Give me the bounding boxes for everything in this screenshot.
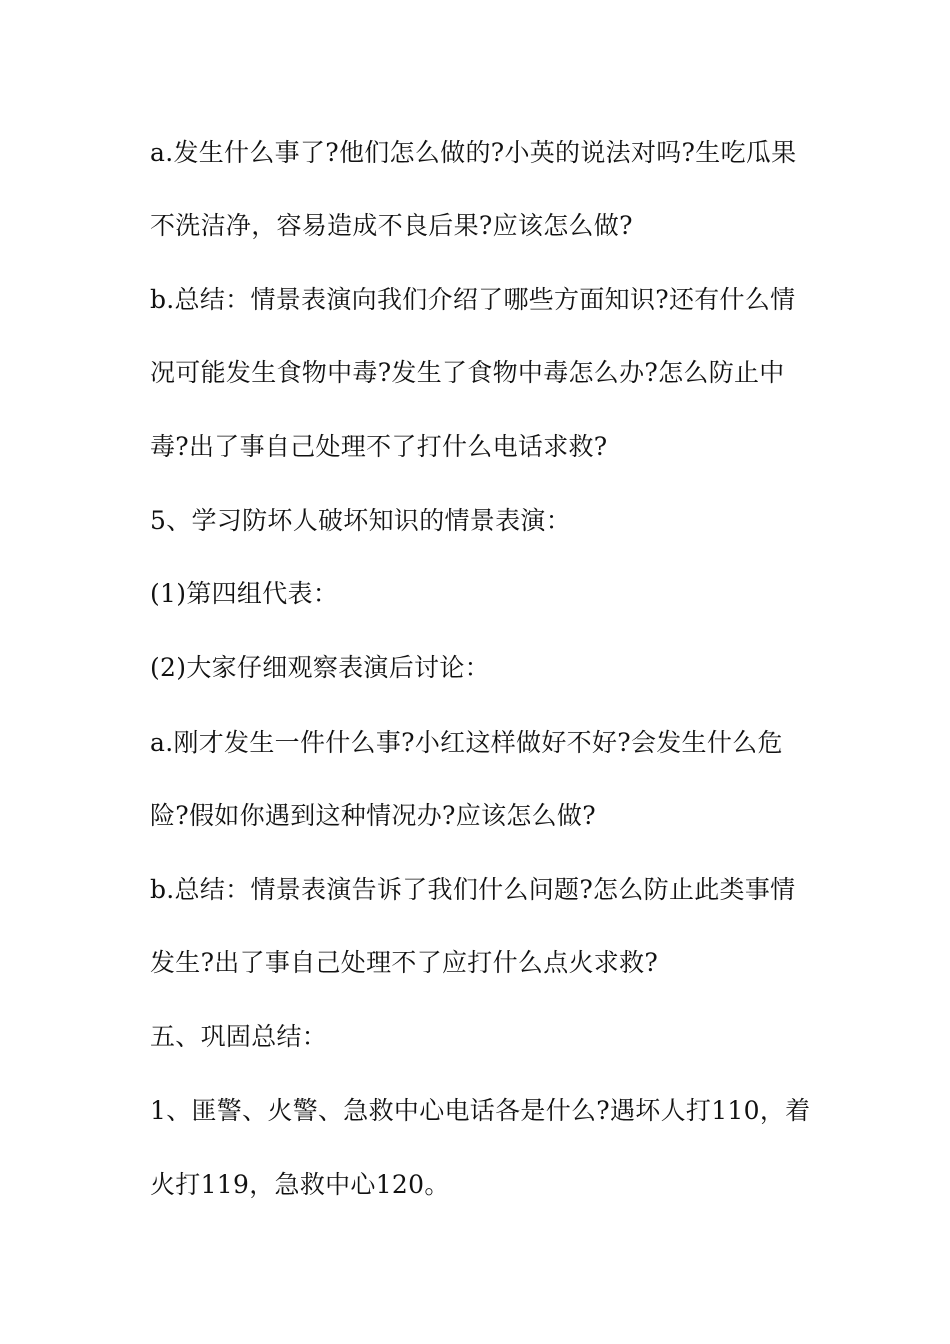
text-line-9: a.刚才发生一件什么事?小红这样做好不好?会发生什么危	[150, 728, 783, 757]
text-line-6: 5、学习防坏人破坏知识的情景表演：	[150, 506, 572, 535]
text-line-15: 火打119，急救中心120。	[150, 1170, 450, 1199]
text-line-12: 发生?出了事自己处理不了应打什么点火求救?	[150, 948, 659, 977]
text-line-11: b.总结：情景表演告诉了我们什么问题?怎么防止此类事情	[150, 875, 796, 904]
text-line-10: 险?假如你遇到这种情况办?应该怎么做?	[150, 801, 596, 830]
text-line-5: 毒?出了事自己处理不了打什么电话求救?	[150, 432, 608, 461]
text-line-14: 1、匪警、火警、急救中心电话各是什么?遇坏人打110，着	[150, 1096, 811, 1125]
text-line-3: b.总结：情景表演向我们介绍了哪些方面知识?还有什么情	[150, 285, 796, 314]
text-line-2: 不洗洁净，容易造成不良后果?应该怎么做?	[150, 211, 633, 240]
text-line-1: a.发生什么事了?他们怎么做的?小英的说法对吗?生吃瓜果	[150, 138, 797, 167]
text-line-4: 况可能发生食物中毒?发生了食物中毒怎么办?怎么防止中	[150, 358, 785, 387]
text-line-13: 五、巩固总结：	[150, 1022, 328, 1051]
text-line-8: (2)大家仔细观察表演后讨论：	[150, 653, 490, 682]
text-line-7: (1)第四组代表：	[150, 579, 339, 608]
